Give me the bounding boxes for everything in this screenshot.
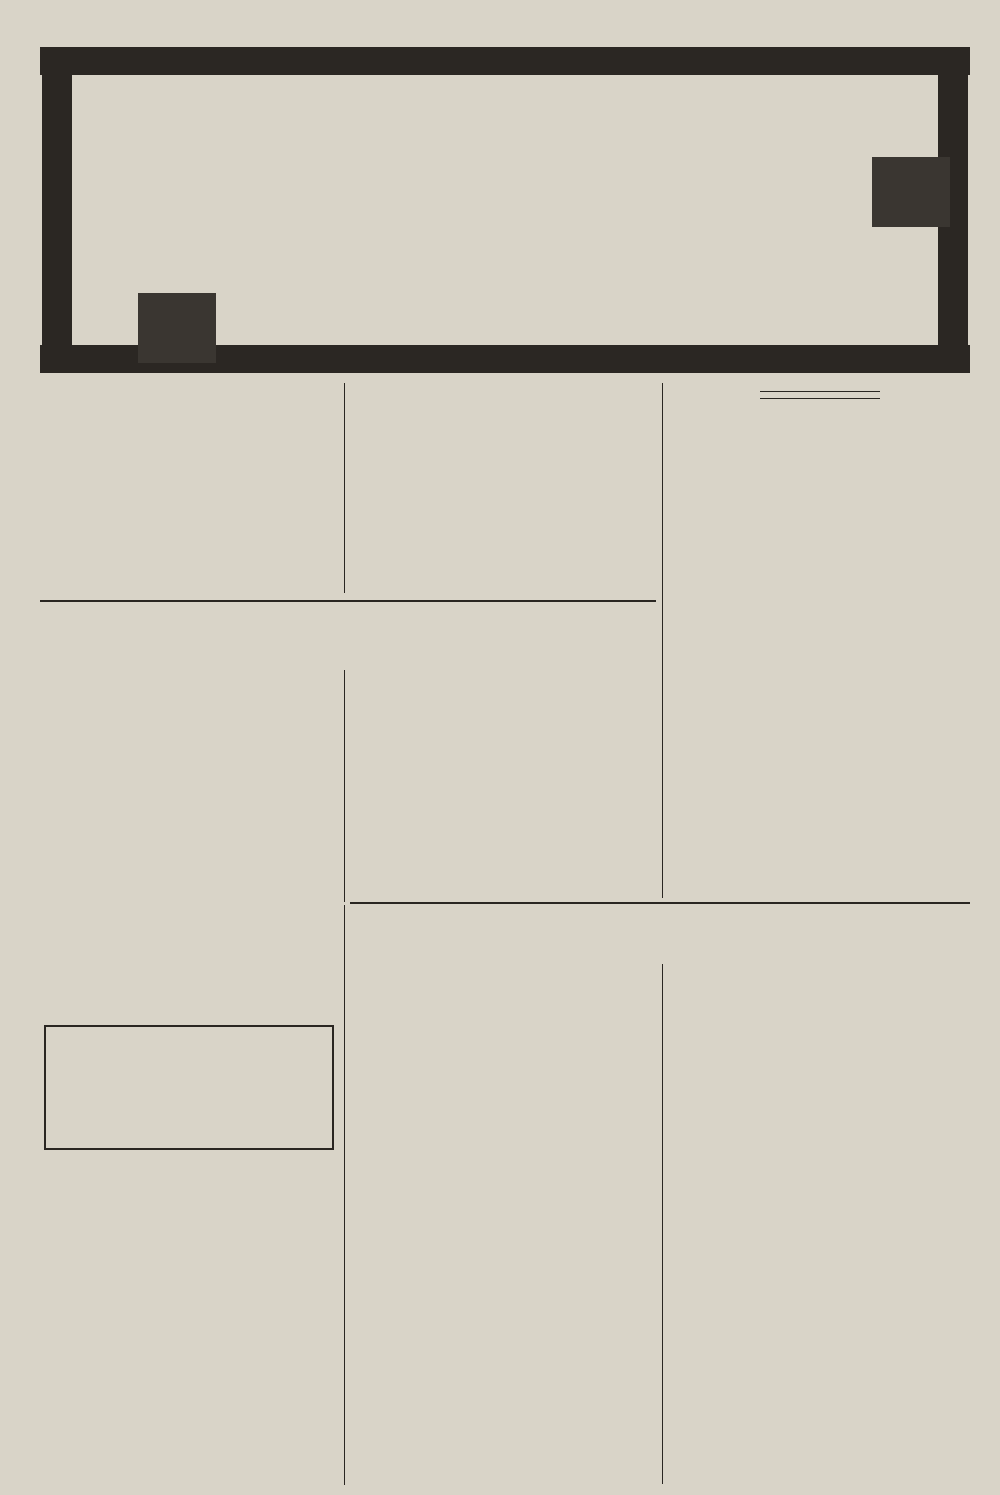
advert-dark-square-icon <box>138 293 216 363</box>
column-rule <box>344 383 345 593</box>
advert-dark-square-icon <box>872 157 950 227</box>
ternopil-col1 <box>40 675 336 1015</box>
ornament-border-top <box>40 45 970 77</box>
stomadont-advert <box>44 1025 334 1150</box>
column-rule <box>344 670 345 902</box>
section-divider <box>760 398 880 399</box>
ternopil-col1-continued <box>40 1158 336 1488</box>
yeast-advert <box>40 45 970 375</box>
ornament-border-left <box>40 75 74 345</box>
section-rule <box>350 902 970 904</box>
running-head <box>40 16 960 38</box>
section-divider <box>760 391 880 392</box>
trade-col2 <box>670 964 970 1282</box>
court-article-ending <box>670 383 970 403</box>
ornament-left-svg <box>40 75 74 345</box>
trade-col1 <box>352 964 656 1489</box>
ornament-top-svg <box>40 45 970 77</box>
section-rule <box>40 600 656 602</box>
column-rule <box>662 383 663 898</box>
wine-advert <box>668 1290 968 1475</box>
yeast-advert-body <box>80 83 930 337</box>
column-rule <box>344 905 345 1485</box>
column-rule <box>662 964 663 1484</box>
